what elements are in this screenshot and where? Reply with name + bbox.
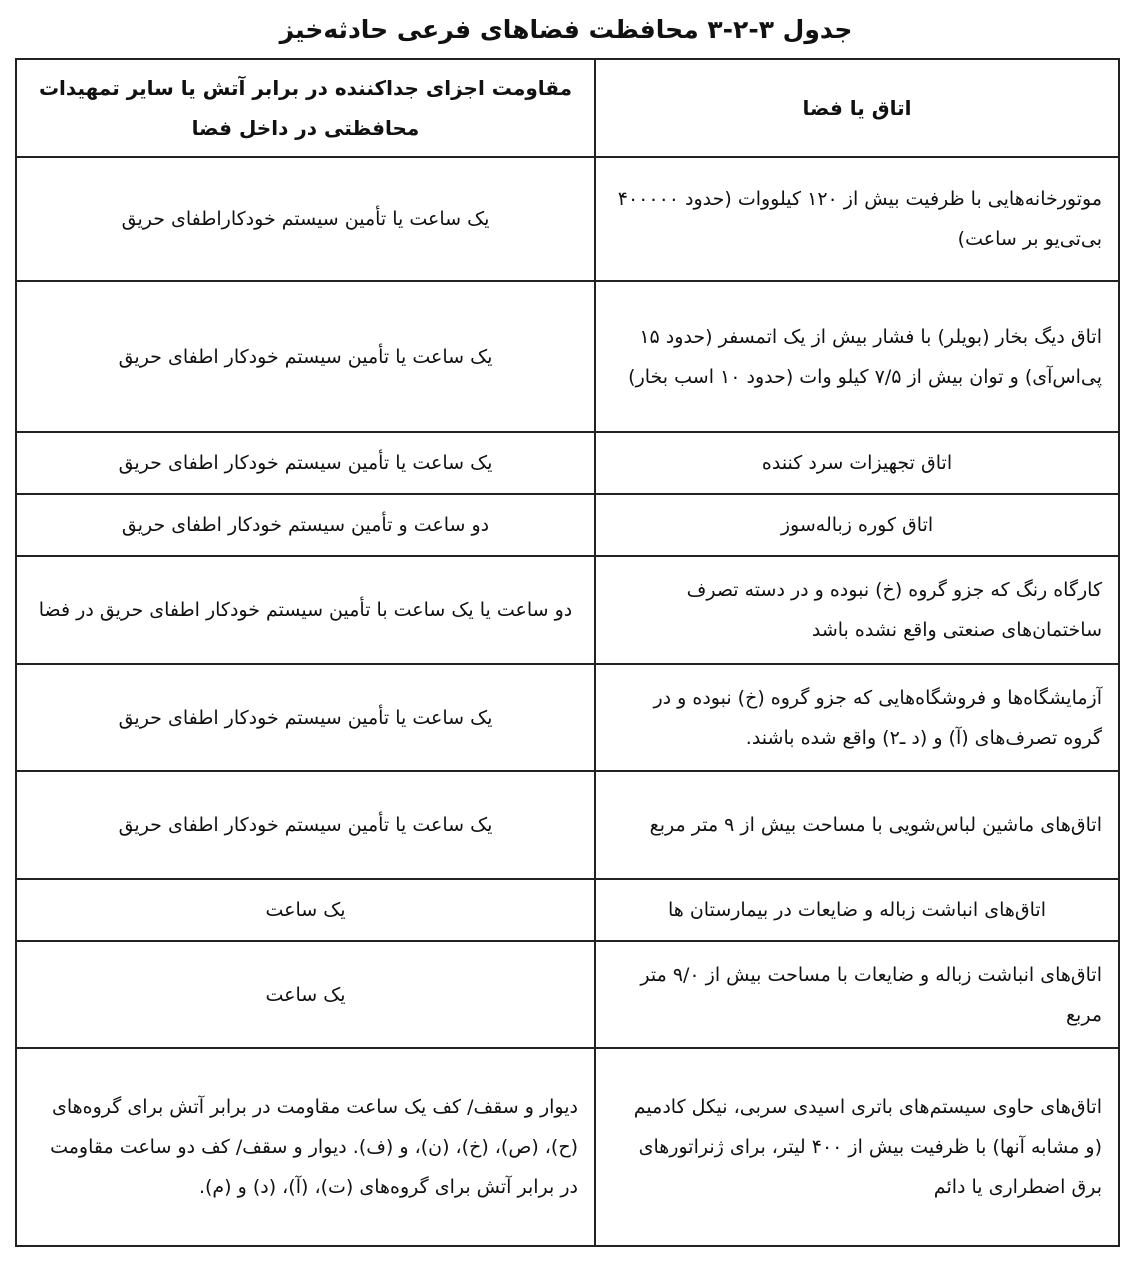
cell-room: اتاق‌های ماشین لباس‌شویی با مساحت بیش از ۹ متر مربع — [595, 771, 1119, 879]
cell-room: موتورخانه‌هایی با ظرفیت بیش از ۱۲۰ کیلووات (حدود ۴۰۰۰۰۰ بی‌تی‌یو بر ساعت) — [595, 157, 1119, 281]
cell-resistance: یک ساعت یا تأمین سیستم خودکار اطفای حریق — [16, 432, 595, 494]
cell-room: کارگاه رنگ که جزو گروه (خ) نبوده و در دسته تصرف ساختمان‌های صنعتی واقع نشده باشد — [595, 556, 1119, 664]
hazard-spaces-table — [15, 58, 1120, 1247]
table-row — [16, 664, 1119, 771]
table-row — [16, 1048, 1119, 1246]
table-row — [16, 941, 1119, 1048]
cell-resistance: یک ساعت یا تأمین سیستم خودکار اطفای حریق — [16, 771, 595, 879]
table-row — [16, 771, 1119, 879]
table-row — [16, 281, 1119, 432]
cell-room: اتاق‌های انباشت زباله و ضایعات با مساحت بیش از ۹/۰ متر مربع — [595, 941, 1119, 1048]
table-header-row — [16, 59, 1119, 157]
cell-room: اتاق دیگ بخار (بویلر) با فشار بیش از یک اتمسفر (حدود ۱۵ پی‌اس‌آی) و توان بیش از ۷/۵ کیلو وات (حدود ۱۰ اسب بخار) — [595, 281, 1119, 432]
cell-resistance: یک ساعت — [16, 941, 595, 1048]
cell-resistance: یک ساعت یا تأمین سیستم خودکار اطفای حریق — [16, 281, 595, 432]
cell-room: اتاق تجهیزات سرد کننده — [595, 432, 1119, 494]
cell-room: اتاق کوره زباله‌سوز — [595, 494, 1119, 556]
cell-room: اتاق‌های حاوی سیستم‌های باتری اسیدی سربی، نیکل کادمیم (و مشابه آنها) با ظرفیت بیش از ۴۰۰ لیتر، برای ژنراتورهای برق اضطراری یا دائم — [595, 1048, 1119, 1246]
cell-resistance: دو ساعت و تأمین سیستم خودکار اطفای حریق — [16, 494, 595, 556]
cell-resistance: یک ساعت یا تأمین سیستم خودکار اطفای حریق — [16, 664, 595, 771]
table-row — [16, 556, 1119, 664]
table-row — [16, 494, 1119, 556]
table-row — [16, 432, 1119, 494]
header-resistance: مقاومت اجزای جداکننده در برابر آتش یا سایر تمهیدات محافظتی در داخل فضا — [16, 59, 595, 157]
table-title: جدول ۳-۲-۳ محافظت فضاهای فرعی حادثه‌خیز — [279, 15, 853, 44]
header-room: اتاق یا فضا — [595, 59, 1119, 157]
cell-resistance: دیوار و سقف/ کف یک ساعت مقاومت در برابر آتش برای گروه‌های (ح)، (ص)، (خ)، (ن)، و (ف). دیوار و سقف/ کف دو ساعت مقاومت در برابر آتش برای گروه‌های (ت)، (آ)، (د) و (م). — [16, 1048, 595, 1246]
cell-resistance: یک ساعت — [16, 879, 595, 941]
table-row — [16, 879, 1119, 941]
cell-room: اتاق‌های انباشت زباله و ضایعات در بیمارستان ها — [595, 879, 1119, 941]
cell-resistance: یک ساعت یا تأمین سیستم خودکاراطفای حریق — [16, 157, 595, 281]
cell-room: آزمایشگاه‌ها و فروشگاه‌هایی که جزو گروه (خ) نبوده و در گروه تصرف‌های (آ) و (د ـ۲) واقع شده باشند. — [595, 664, 1119, 771]
cell-resistance: دو ساعت یا یک ساعت با تأمین سیستم خودکار اطفای حریق در فضا — [16, 556, 595, 664]
table-row — [16, 157, 1119, 281]
